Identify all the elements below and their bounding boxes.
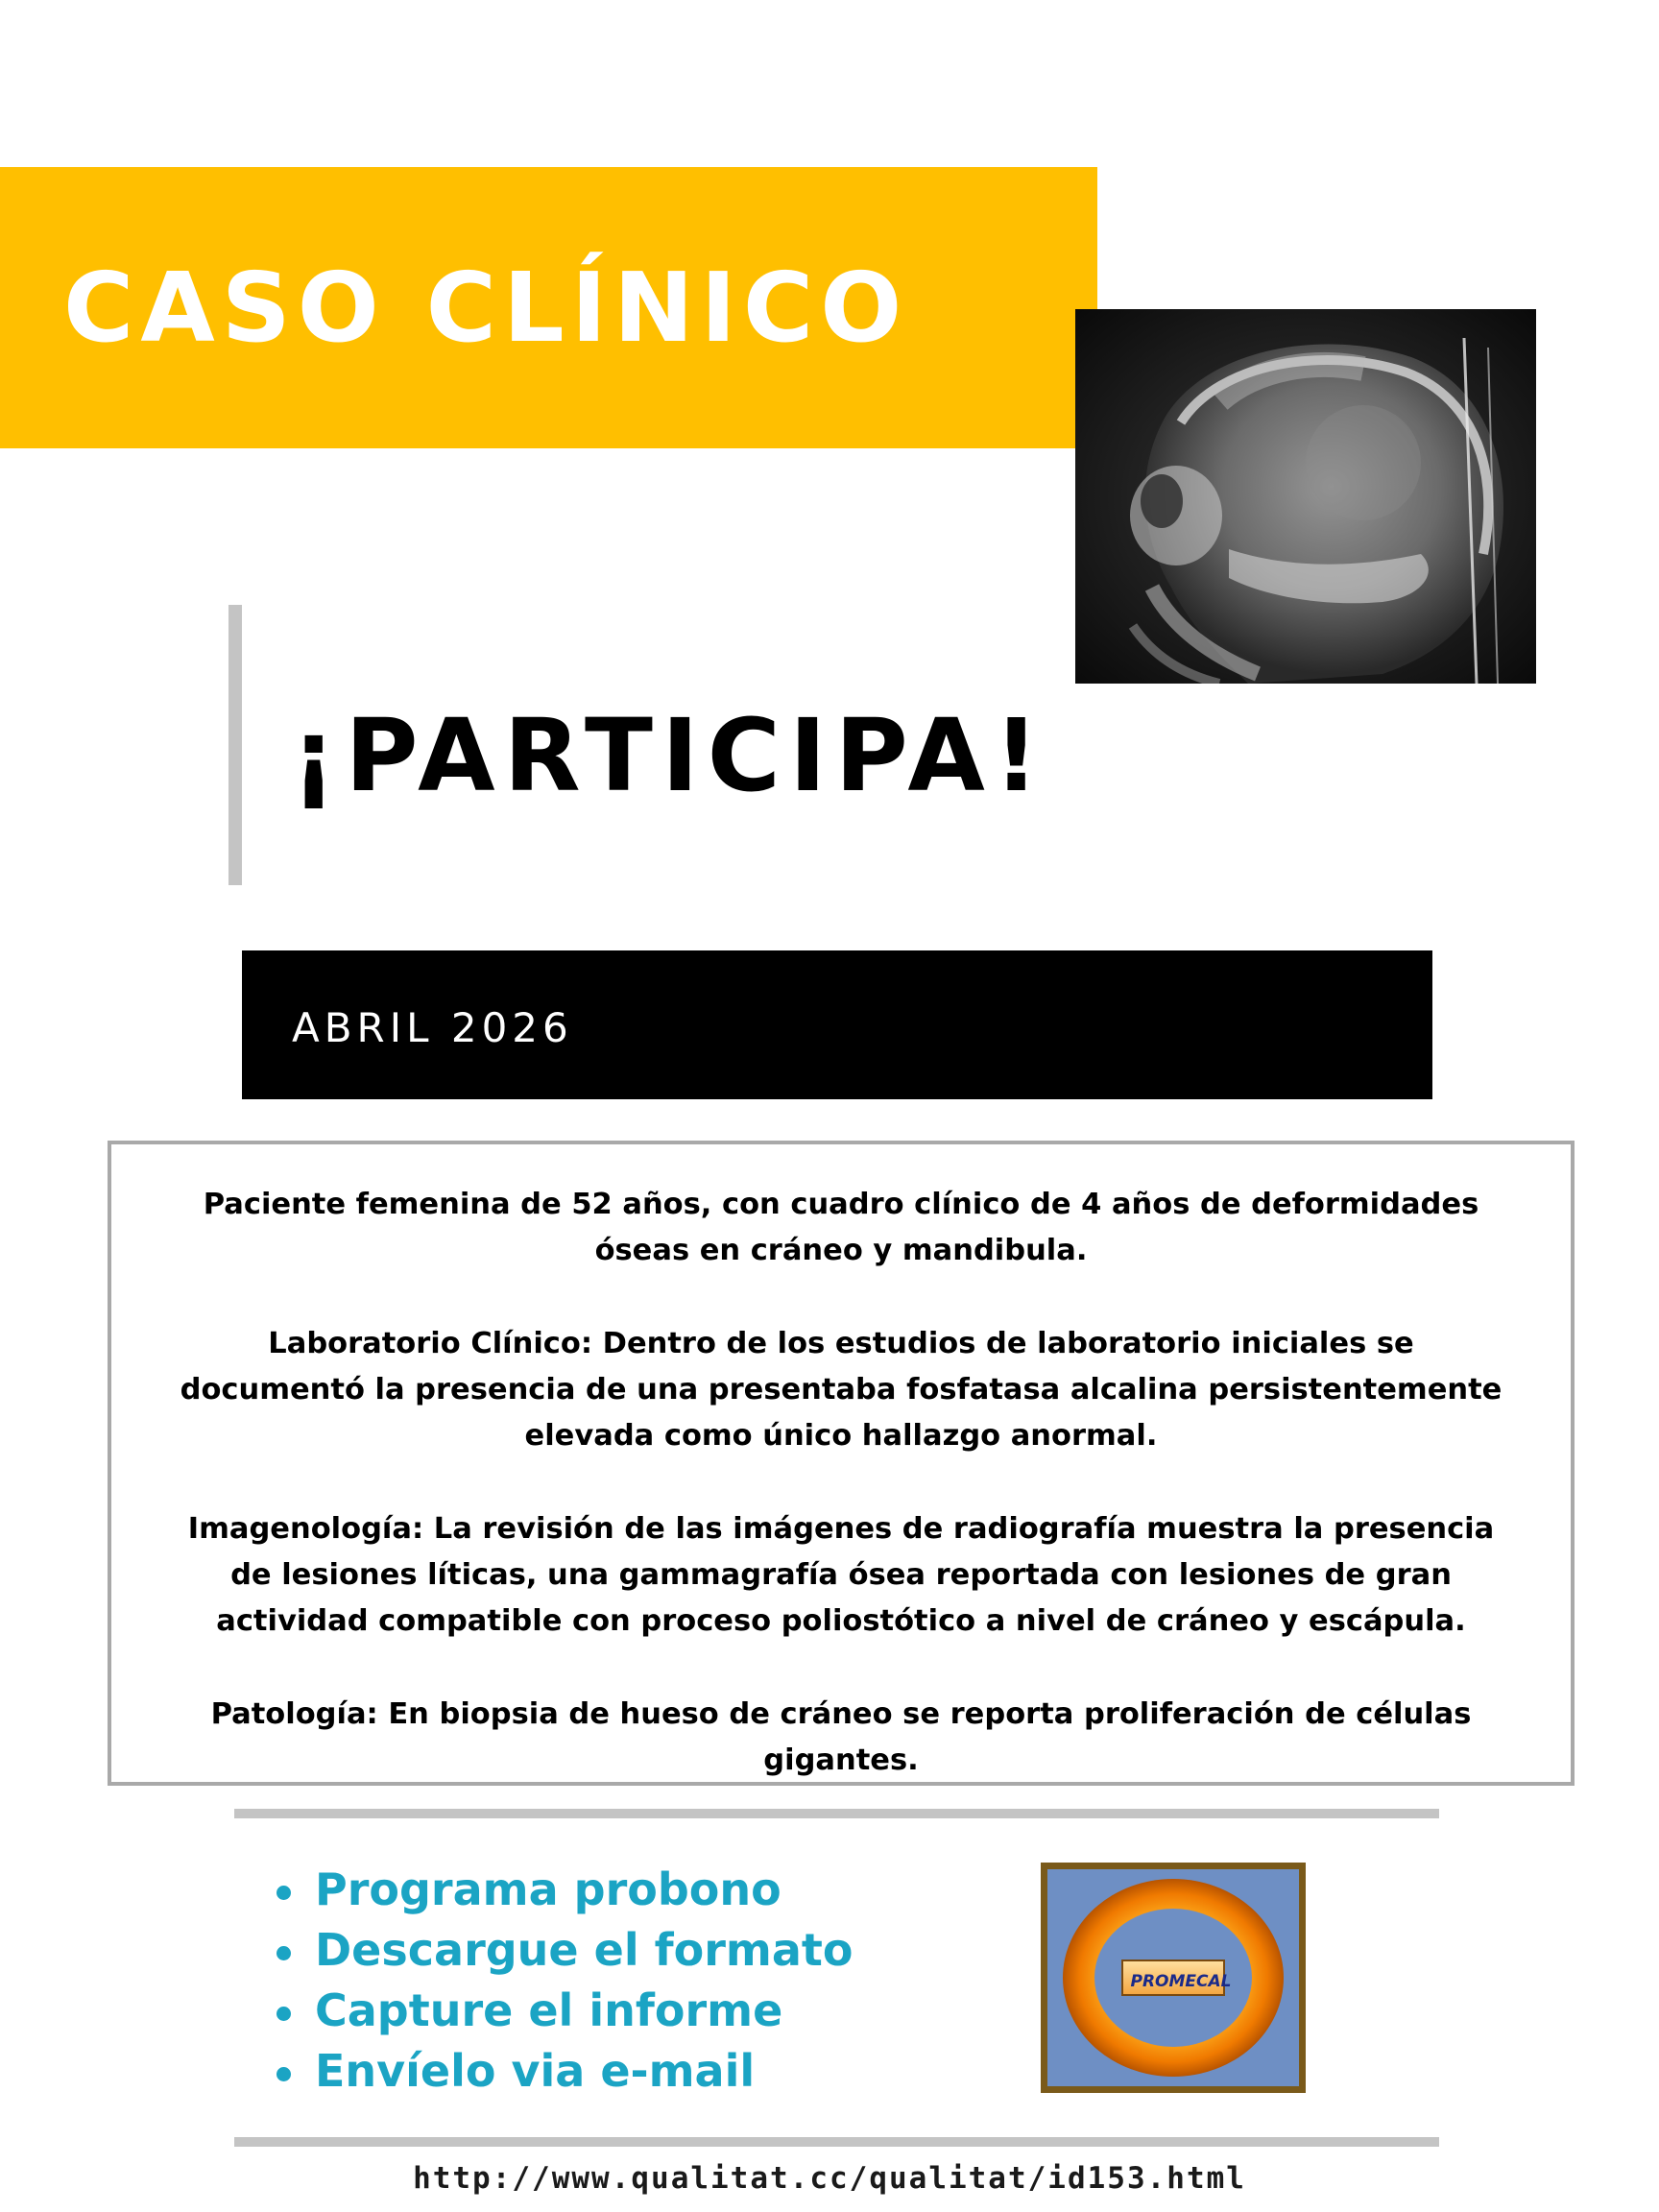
bullet-icon bbox=[276, 2067, 291, 2081]
step-item bbox=[273, 1860, 854, 1920]
step-label: Programa probono bbox=[315, 1863, 781, 1915]
logo-text: PROMECAL bbox=[1130, 1972, 1232, 1991]
skull-xray-image bbox=[1075, 309, 1536, 684]
case-line: Imagenología: La revisión de las imágenes de radiografía muestra la presencia bbox=[187, 1512, 1495, 1546]
accent-bar bbox=[228, 605, 242, 885]
steps-list bbox=[273, 1860, 854, 2102]
case-line: Patología: En biopsia de hueso de cráneo se reporta proliferación de células bbox=[210, 1697, 1472, 1731]
participa-headline: ¡PARTICIPA! bbox=[291, 697, 1048, 814]
date-label: ABRIL 2026 bbox=[292, 1004, 573, 1051]
step-label: Descargue el formato bbox=[315, 1924, 854, 1976]
case-line: gigantes. bbox=[763, 1743, 919, 1777]
step-item bbox=[273, 1920, 854, 1981]
bullet-icon bbox=[276, 1946, 291, 1960]
case-line: actividad compatible con proceso poliostótico a nivel de cráneo y escápula. bbox=[216, 1604, 1466, 1638]
case-description-box bbox=[108, 1141, 1575, 1786]
bullet-icon bbox=[276, 2007, 291, 2021]
case-line: óseas en cráneo y mandibula. bbox=[594, 1234, 1088, 1267]
page-title: CASO CLÍNICO bbox=[63, 252, 909, 364]
case-line: Laboratorio Clínico: Dentro de los estudios de laboratorio iniciales se bbox=[268, 1327, 1414, 1360]
divider-top bbox=[234, 1809, 1439, 1818]
case-line: documentó la presencia de una presentaba fosfatasa alcalina persistentemente bbox=[180, 1373, 1503, 1407]
divider-bottom bbox=[234, 2137, 1439, 2147]
case-line: elevada como único hallazgo anormal. bbox=[524, 1419, 1158, 1453]
step-label: Envíelo via e-mail bbox=[315, 2045, 756, 2097]
case-line: de lesiones líticas, una gammagrafía ósea reportada con lesiones de gran bbox=[230, 1558, 1452, 1592]
promecal-logo bbox=[1041, 1863, 1306, 2093]
footer-url-link[interactable]: http://www.qualitat.cc/qualitat/id153.html bbox=[413, 2161, 1246, 2196]
case-line: Paciente femenina de 52 años, con cuadro clínico de 4 años de deformidades bbox=[203, 1188, 1479, 1221]
step-label: Capture el informe bbox=[315, 1984, 783, 2036]
bullet-icon bbox=[276, 1886, 291, 1900]
step-item bbox=[273, 1981, 854, 2041]
step-item bbox=[273, 2041, 854, 2102]
